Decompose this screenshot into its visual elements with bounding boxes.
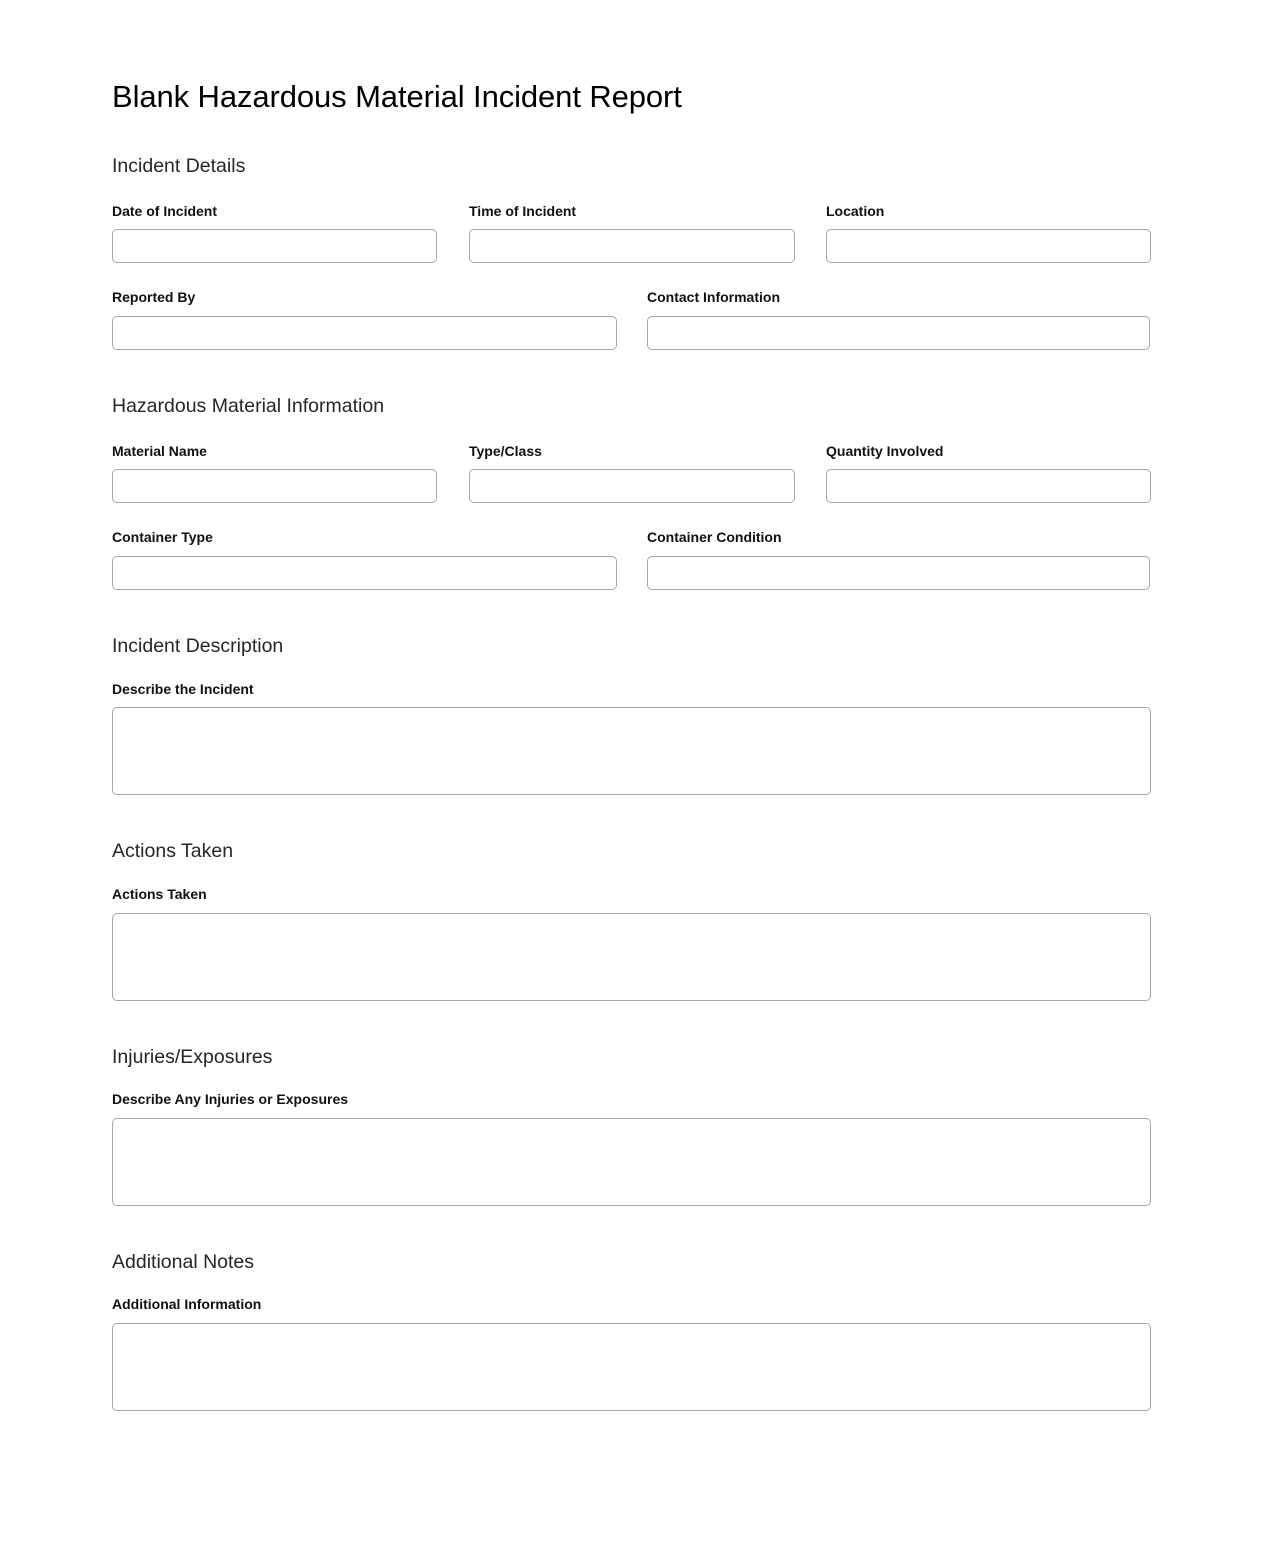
quantity-involved-input[interactable] [826,469,1151,503]
field-group-describe-the-incident [112,681,1151,796]
additional-information-textarea[interactable] [112,1323,1151,1411]
field-group-container-type [112,529,617,590]
type-class-input[interactable] [469,469,795,503]
field-group-location [826,203,1151,264]
container-type-input[interactable] [112,556,617,590]
label-describe-the-incident: Describe the Incident [112,680,254,697]
section-heading-actions-taken: Actions Taken [112,840,234,863]
section-injuries-exposures [112,1046,1151,1206]
field-group-quantity-involved [826,443,1151,504]
hazardous-material-row-1 [112,443,1151,504]
label-container-type: Container Type [112,529,213,546]
field-group-date-of-incident [112,203,437,264]
section-heading-hazardous-material-information: Hazardous Material Information [112,395,385,418]
label-time-of-incident: Time of Incident [469,202,577,219]
field-group-additional-information [112,1296,1151,1411]
field-group-describe-any-injuries-or-exposures [112,1091,1151,1206]
reported-by-input[interactable] [112,316,617,350]
field-group-actions-taken [112,886,1151,1001]
label-reported-by: Reported By [112,289,196,306]
label-describe-any-injuries-or-exposures: Describe Any Injuries or Exposures [112,1090,349,1107]
label-quantity-involved: Quantity Involved [826,442,944,459]
section-heading-incident-details: Incident Details [112,155,246,178]
section-heading-incident-description: Incident Description [112,635,284,658]
field-group-contact-information [647,289,1150,350]
label-type-class: Type/Class [469,442,542,459]
label-additional-information: Additional Information [112,1296,262,1313]
field-group-container-condition [647,529,1150,590]
label-location: Location [826,202,885,219]
hazardous-material-row-2 [112,529,1151,590]
section-additional-notes [112,1251,1151,1411]
section-incident-details [112,155,1151,350]
contact-information-input[interactable] [647,316,1150,350]
actions-taken-textarea[interactable] [112,913,1151,1001]
section-actions-taken [112,840,1151,1000]
label-material-name: Material Name [112,442,207,459]
page-title: Blank Hazardous Material Incident Report [112,79,682,114]
field-group-type-class [469,443,795,504]
section-hazardous-material-information [112,395,1151,590]
label-container-condition: Container Condition [647,529,782,546]
time-of-incident-input[interactable] [469,229,795,263]
date-of-incident-input[interactable] [112,229,437,263]
describe-the-incident-textarea[interactable] [112,707,1151,795]
section-heading-injuries-exposures: Injuries/Exposures [112,1045,273,1068]
section-incident-description [112,635,1151,795]
describe-any-injuries-or-exposures-textarea[interactable] [112,1118,1151,1206]
container-condition-input[interactable] [647,556,1150,590]
label-date-of-incident: Date of Incident [112,202,218,219]
field-group-material-name [112,443,437,504]
field-group-reported-by [112,289,617,350]
material-name-input[interactable] [112,469,437,503]
location-input[interactable] [826,229,1151,263]
field-group-time-of-incident [469,203,795,264]
label-actions-taken: Actions Taken [112,885,207,902]
section-heading-additional-notes: Additional Notes [112,1250,255,1273]
label-contact-information: Contact Information [647,289,780,306]
incident-details-row-1 [112,203,1151,264]
incident-details-row-2 [112,289,1151,350]
